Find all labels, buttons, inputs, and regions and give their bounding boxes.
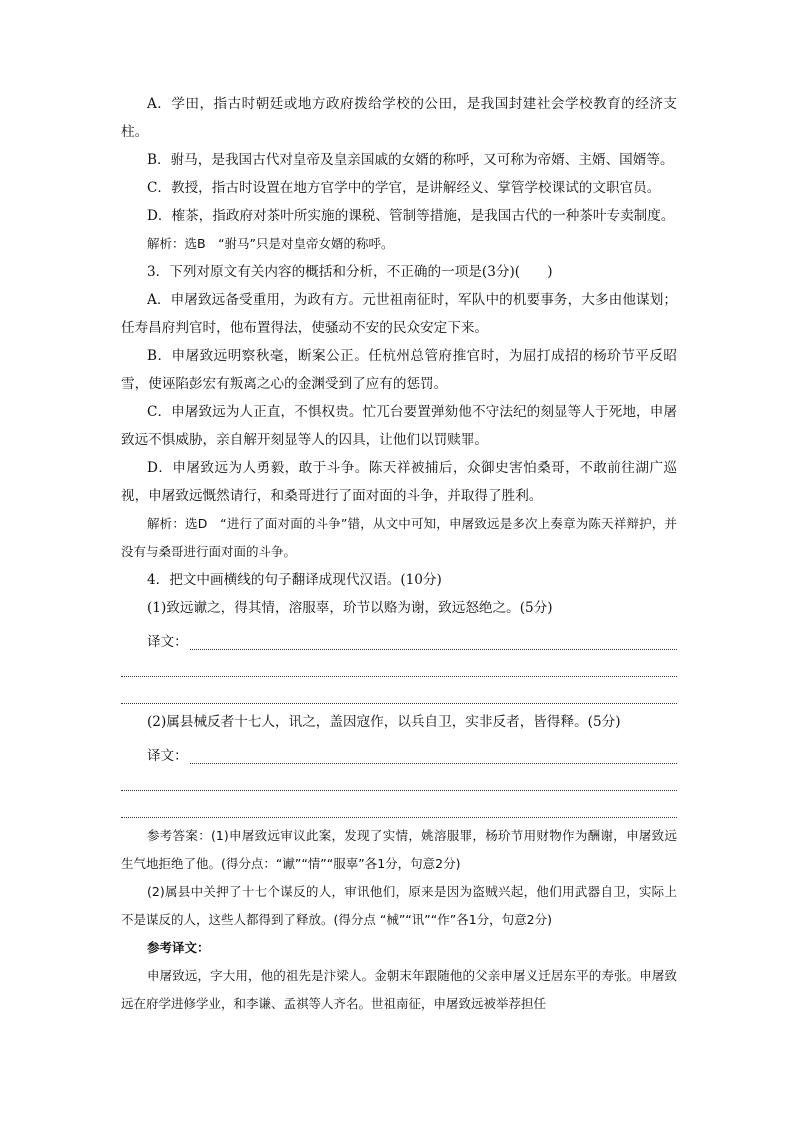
- analysis-q3: 解析：选D “进行了面对面的斗争”错，从文中可知，申屠致远是多次上奏章为陈天祥辩护，并没有与桑哥进行面对面的斗争。: [121, 516, 677, 559]
- reference-answer-1: 参考答案：(1)申屠致远审议此案，发现了实情，姚溶服罪，杨玠节用财物作为酬谢，申屠致远生气地拒绝了他。(得分点：“谳”“情”“服辜”各1分，句意2分): [121, 828, 677, 871]
- q3-option-a: A．申屠致远备受重用，为政有方。元世祖南征时，军队中的机要事务，大多由他谋划；任寿昌府判官时，他布置得法，使骚动不安的民众安定下来。: [121, 292, 677, 336]
- option-b: B．驸马，是我国古代对皇帝及皇亲国戚的女婿的称呼，又可称为帝婿、主婿、国婿等。: [147, 152, 674, 168]
- q3-option-b: B．申屠致远明察秋毫，断案公正。任杭州总管府推官时，为屈打成招的杨玠节平反昭雪，使诬陷彭宏有叛离之心的金渊受到了应有的惩罚。: [121, 348, 677, 392]
- reference-translation-label: 参考译文：: [147, 940, 210, 955]
- document-page: [121, 90, 677, 1018]
- question-4: 4．把文中画横线的句子翻译成现代汉语。(10分): [147, 572, 442, 588]
- option-a: A．学田，指古时朝廷或地方政府拨给学校的公田，是我国封建社会学校教育的经济支柱。: [121, 96, 677, 140]
- option-c: C．教授，指古时设置在地方官学中的学官，是讲解经义、掌管学校课试的文职官员。: [147, 180, 661, 196]
- dotted-line: [190, 631, 677, 650]
- q3-option-c: C．申屠致远为人正直，不惧权贵。忙兀台要置弹劾他不守法纪的刻显等人于死地，申屠致远不惧威胁，亲自解开刻显等人的囚具，让他们以罚赎罪。: [121, 404, 677, 448]
- q3-option-d: D．申屠致远为人勇毅，敢于斗争。陈天祥被捕后，众御史害怕桑哥，不敢前往湖广巡视，申屠致远慨然请行，和桑哥进行了面对面的斗争，并取得了胜利。: [121, 460, 677, 504]
- question-4-1: (1)致远谳之，得其情，溶服辜，玠节以赂为谢，致远怒绝之。(5分): [147, 600, 553, 616]
- dotted-line: [190, 745, 677, 764]
- analysis-q2: 解析：选B “驸马”只是对皇帝女婿的称呼。: [147, 236, 394, 251]
- answer-line-2[interactable]: [121, 650, 677, 677]
- answer-line-5[interactable]: [121, 764, 677, 791]
- translation-label: 译文：: [147, 748, 188, 764]
- answer-line-4[interactable]: [121, 736, 677, 764]
- reference-answer-2: (2)属县中关押了十七个谋反的人，审讯他们，原来是因为盗贼兴起，他们用武器自卫，实际上不是谋反的人，这些人都得到了释放。(得分点 “械”“讯”“作”各1分，句意2分): [121, 884, 677, 927]
- question-4-2: (2)属县械反者十七人，讯之，盖因寇作，以兵自卫，实非反者，皆得释。(5分): [147, 714, 621, 730]
- reference-translation: 申屠致远，字大用，他的祖先是汴梁人。金朝末年跟随他的父亲申屠义迁居东平的寿张。申屠致远在府学进修学业，和李谦、孟祺等人齐名。世祖南征，申屠致远被举荐担任: [121, 968, 677, 1011]
- translation-label: 译文：: [147, 634, 188, 650]
- answer-line-3[interactable]: [121, 677, 677, 704]
- question-3: 3．下列对原文有关内容的概括和分析，不正确的一项是(3分)( ): [147, 264, 553, 280]
- answer-line-1[interactable]: [121, 622, 677, 650]
- answer-line-6[interactable]: [121, 791, 677, 818]
- option-d: D．榷茶，指政府对茶叶所实施的课税、管制等措施，是我国古代的一种茶叶专卖制度。: [147, 208, 675, 224]
